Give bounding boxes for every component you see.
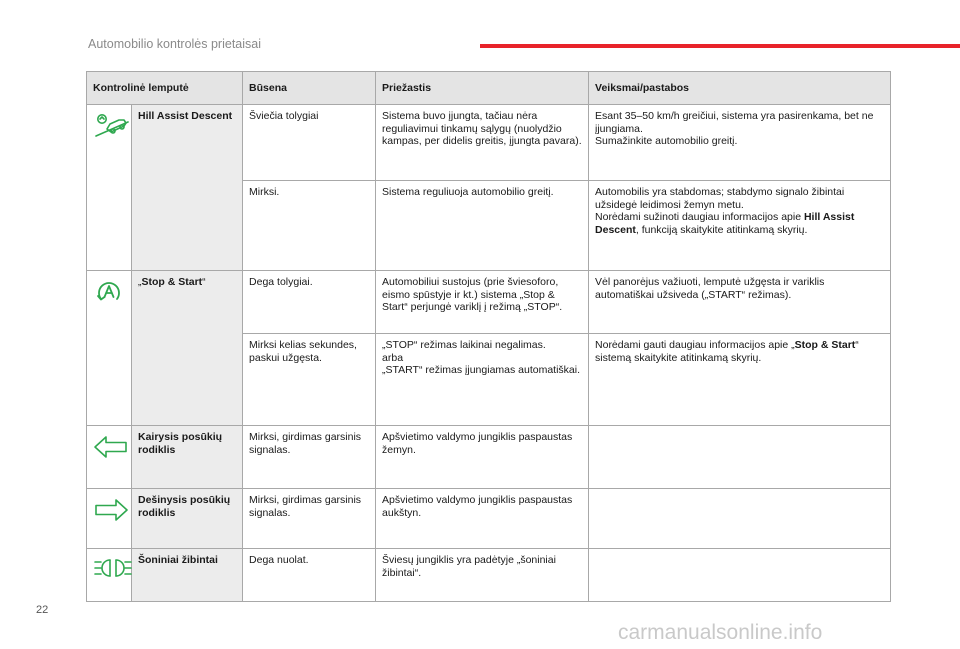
hill-assist-action-text-3: , funkciją skaitykite atitinkamą skyrių. bbox=[635, 223, 808, 236]
table-row bbox=[87, 489, 891, 549]
side-lights-icon bbox=[93, 557, 125, 579]
table-header-row bbox=[87, 72, 891, 105]
left-turn-icon-cell bbox=[87, 426, 132, 489]
page-header-title: Automobilio kontrolės prietaisai bbox=[88, 37, 262, 51]
hill-assist-icon-cell bbox=[87, 105, 132, 271]
stop-start-cause-flashing bbox=[376, 334, 589, 426]
stop-start-cause-text-2: arba bbox=[382, 351, 404, 364]
hill-assist-action-text-2: Norėdami sužinoti daugiau informacijos apie bbox=[595, 211, 804, 224]
right-turn-icon-cell bbox=[87, 489, 132, 549]
left-turn-cause: Apšvietimo valdymo jungiklis paspaustas žemyn. bbox=[376, 426, 589, 489]
stop-start-action-flashing bbox=[589, 334, 891, 426]
hill-assist-state-steady: Šviečia tolygiai bbox=[243, 105, 376, 181]
stop-start-action-text-1: Norėdami gauti daugiau informacijos apie „ bbox=[595, 339, 795, 351]
stop-start-cause-steady: Automobiliui sustojus (prie šviesoforo, eismo spūstyje ir kt.) sistema „Stop & Start“ perjungė variklį į režimą „STOP“. bbox=[376, 271, 589, 334]
hill-assist-descent-icon bbox=[93, 113, 125, 139]
right-turn-cause: Apšvietimo valdymo jungiklis paspaustas aukštyn. bbox=[376, 489, 589, 549]
stop-start-cause-text-3: „START“ režimas įjungiamas automatiškai. bbox=[382, 364, 581, 377]
table-row bbox=[87, 549, 891, 602]
stop-start-quote-open: „ bbox=[138, 276, 142, 288]
side-lights-icon-cell bbox=[87, 549, 132, 602]
hill-assist-cause-steady: Sistema buvo įjungta, tačiau nėra reguliavimui tinkamų sąlygų (nuolydžio kampas, per didelis greitis, įjungta pavara). bbox=[376, 105, 589, 181]
table-row bbox=[87, 271, 891, 334]
right-turn-signal-icon bbox=[93, 497, 125, 523]
column-header-cause: Priežastis bbox=[376, 72, 589, 105]
stop-start-icon-cell bbox=[87, 271, 132, 426]
right-turn-state: Mirksi, girdimas garsinis signalas. bbox=[243, 489, 376, 549]
column-header-lamp: Kontrolinė lemputė bbox=[87, 72, 243, 105]
side-lights-state: Dega nuolat. bbox=[243, 549, 376, 602]
stop-start-name-text: Stop & Start bbox=[141, 276, 203, 288]
stop-start-action-text-2: “ sistemą skaitykite atitinkamą skyrių. bbox=[595, 339, 859, 364]
hill-assist-action-text-1: Automobilis yra stabdomas; stabdymo signalo žibintai užsidegė leidimosi žemyn metu. bbox=[595, 186, 845, 211]
left-turn-signal-icon bbox=[93, 434, 125, 460]
header-accent-bar bbox=[480, 44, 960, 48]
hill-assist-action-bold: Hill Assist Descent bbox=[595, 211, 855, 236]
column-header-state: Būsena bbox=[243, 72, 376, 105]
stop-start-icon bbox=[93, 279, 125, 305]
left-turn-state: Mirksi, girdimas garsinis signalas. bbox=[243, 426, 376, 489]
hill-assist-name: Hill Assist Descent bbox=[132, 105, 243, 271]
hill-assist-action-flashing bbox=[589, 181, 891, 271]
page-number: 22 bbox=[36, 604, 49, 616]
stop-start-action-steady: Vėl panorėjus važiuoti, lemputė užgęsta ir variklis automatiškai užsiveda („START“ režimas). bbox=[589, 271, 891, 334]
table-row bbox=[87, 426, 891, 489]
column-header-action: Veiksmai/pastabos bbox=[589, 72, 891, 105]
left-turn-name: Kairysis posūkių rodiklis bbox=[132, 426, 243, 489]
hill-assist-state-flashing: Mirksi. bbox=[243, 181, 376, 271]
stop-start-state-steady: Dega tolygiai. bbox=[243, 271, 376, 334]
warning-lamps-table bbox=[86, 71, 891, 602]
left-turn-action bbox=[589, 426, 891, 489]
stop-start-name bbox=[132, 271, 243, 426]
stop-start-cause-text-1: „STOP“ režimas laikinai negalimas. bbox=[382, 339, 546, 351]
table-row bbox=[87, 105, 891, 181]
hill-assist-action-steady: Esant 35–50 km/h greičiui, sistema yra pasirenkama, bet ne įjungiama. Sumažinkite automobilio greitį. bbox=[589, 105, 891, 181]
side-lights-cause: Šviesų jungiklis yra padėtyje „šoniniai žibintai“. bbox=[376, 549, 589, 602]
side-lights-name: Šoniniai žibintai bbox=[132, 549, 243, 602]
right-turn-action bbox=[589, 489, 891, 549]
stop-start-quote-close: “ bbox=[202, 276, 206, 288]
side-lights-action bbox=[589, 549, 891, 602]
stop-start-action-bold: Stop & Start bbox=[794, 339, 856, 351]
hill-assist-cause-flashing: Sistema reguliuoja automobilio greitį. bbox=[376, 181, 589, 271]
watermark: carmanualsonline.info bbox=[618, 621, 823, 644]
right-turn-name: Dešinysis posūkių rodiklis bbox=[132, 489, 243, 549]
stop-start-state-flashing: Mirksi kelias sekundes, paskui užgęsta. bbox=[243, 334, 376, 426]
